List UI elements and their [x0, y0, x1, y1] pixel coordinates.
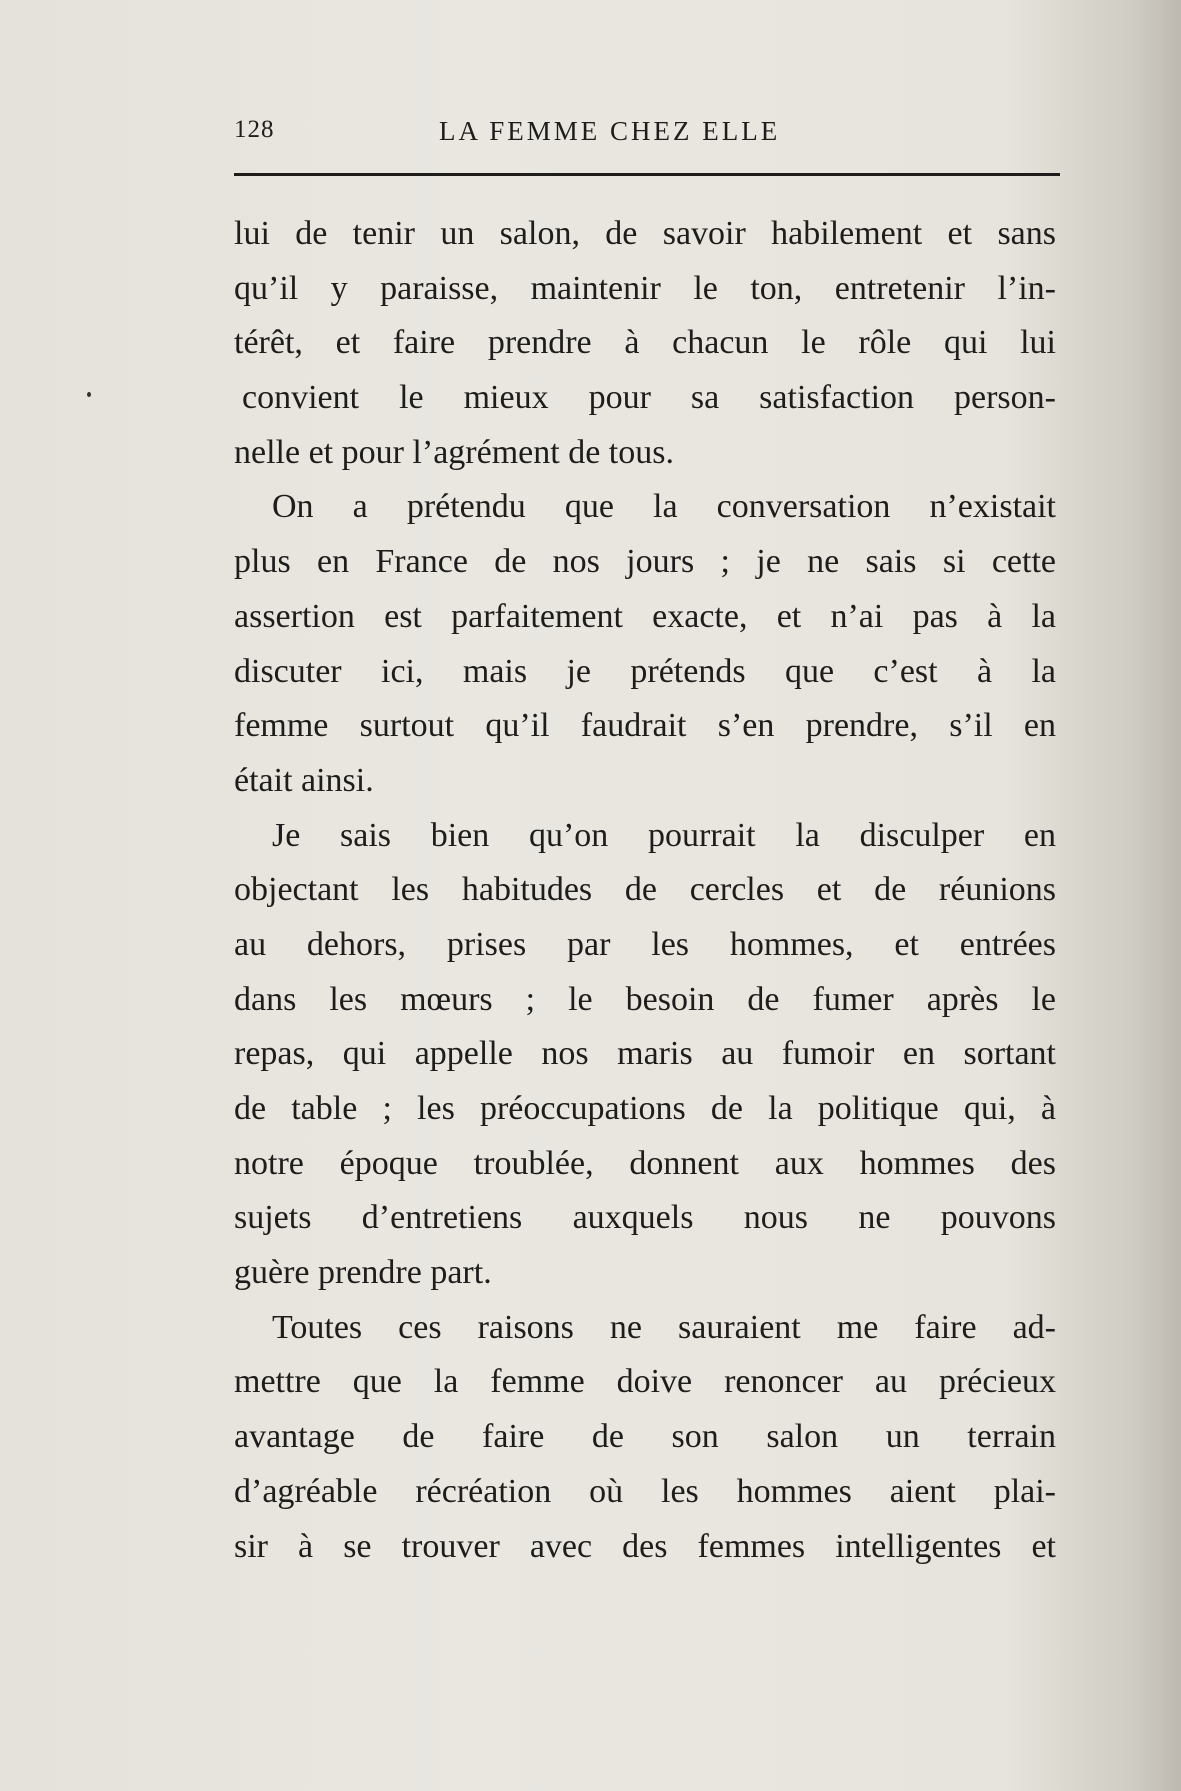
text-line: discuter ici, mais je prétends que c’est à la [234, 652, 1056, 690]
text-line: au dehors, prises par les hommes, et entrées [234, 925, 1056, 963]
running-title: LA FEMME CHEZ ELLE [439, 116, 781, 146]
header-rule [234, 173, 1060, 176]
text-line: térêt, et faire prendre à chacun le rôle qui lui [234, 324, 1056, 362]
text-line: mettre que la femme doive renoncer au précieux [234, 1363, 1056, 1401]
text-line: sir à se trouver avec des femmes intelligentes et [234, 1527, 1056, 1565]
page-number: 128 [234, 116, 275, 143]
page-header [234, 116, 1060, 156]
text-line: notre époque troublée, donnent aux hommes des [234, 1144, 1056, 1182]
text-line: avantage de faire de son salon un terrain [234, 1418, 1056, 1456]
text-line: lui de tenir un salon, de savoir habilement et sans [234, 215, 1056, 252]
text-line: femme surtout qu’il faudrait s’en prendre, s’il en [234, 707, 1056, 745]
text-line: assertion est parfaitement exacte, et n’ai pas à la [234, 597, 1056, 635]
text-line: d’agréable récréation où les hommes aient plai- [234, 1472, 1056, 1510]
text-line: de table ; les préoccupations de la politique qui, à [234, 1090, 1056, 1127]
text-line: Toutes ces raisons ne sauraient me faire ad- [272, 1308, 1056, 1346]
text-line: était ainsi. [234, 761, 374, 799]
text-line: guère prendre part. [234, 1254, 492, 1292]
ink-speck [87, 392, 91, 397]
text-line: On a prétendu que la conversation n’existait [272, 488, 1056, 526]
text-line: repas, qui appelle nos maris au fumoir en sortant [234, 1035, 1056, 1073]
text-line: plus en France de nos jours ; je ne sais si cette [234, 543, 1056, 581]
text-line: sujets d’entretiens auxquels nous ne pouvons [234, 1199, 1056, 1237]
text-line: convient le mieux pour sa satisfaction person- [242, 379, 1056, 417]
body-text [234, 207, 1056, 1574]
text-line: dans les mœurs ; le besoin de fumer après le [234, 980, 1056, 1018]
text-line: Je sais bien qu’on pourrait la disculper en [272, 816, 1056, 854]
text-line: objectant les habitudes de cercles et de réunions [234, 871, 1056, 909]
text-line: nelle et pour l’agrément de tous. [234, 433, 674, 471]
text-line: qu’il y paraisse, maintenir le ton, entretenir l’in- [234, 269, 1056, 307]
